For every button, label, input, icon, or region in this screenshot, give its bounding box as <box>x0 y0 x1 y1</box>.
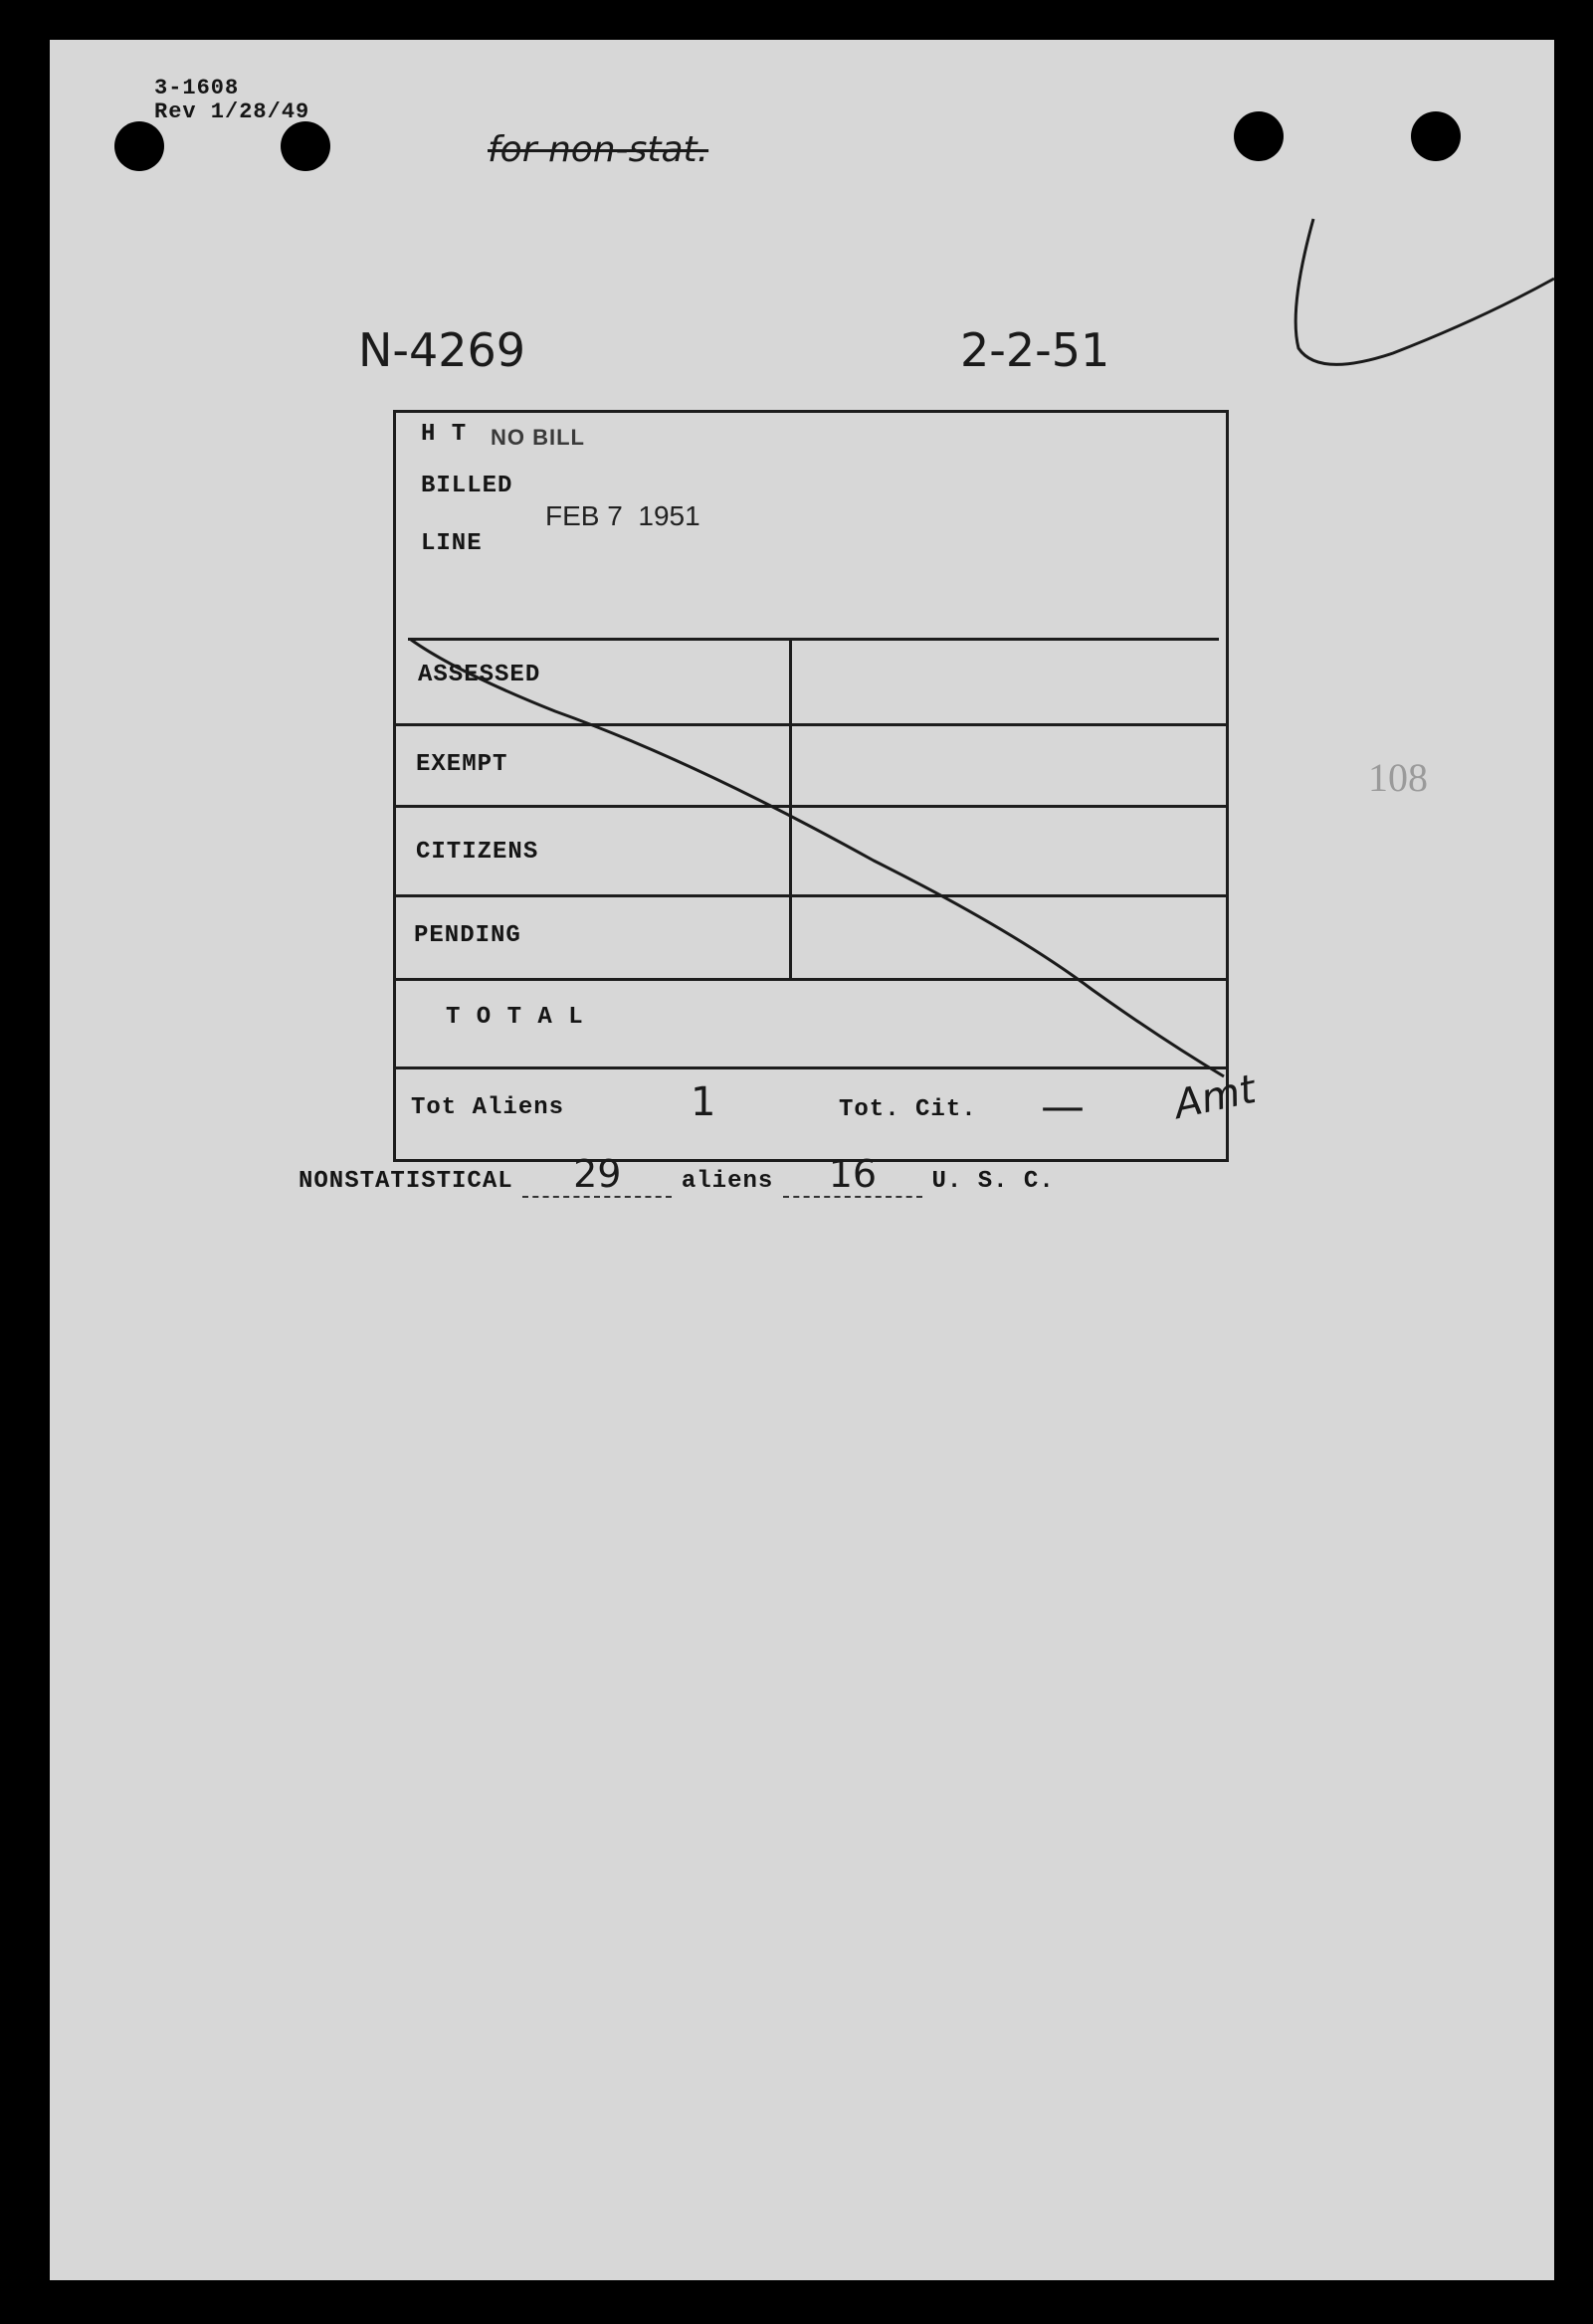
nonstat-label: NONSTATISTICAL <box>299 1168 513 1195</box>
nonstat-line <box>299 1152 1055 1198</box>
tot-cit-value: — <box>1041 1081 1085 1132</box>
form-number: 3-1608 <box>154 76 240 100</box>
nonstat-usc-label: U. S. C. <box>931 1168 1055 1195</box>
punch-hole <box>1411 111 1461 161</box>
row-label-exempt: EXEMPT <box>416 751 508 778</box>
billed-label: BILLED <box>421 473 513 499</box>
billed-stamp: FEB 7 1951 <box>545 500 700 531</box>
nonstat-usc-blank <box>783 1152 922 1198</box>
row-label-pending: PENDING <box>414 922 521 949</box>
file-number: N-4269 <box>358 323 526 377</box>
nonstat-aliens-label: aliens <box>681 1168 774 1195</box>
cancel-stroke <box>396 413 1232 1165</box>
punch-hole <box>281 121 330 171</box>
nonstat-usc-count: 16 <box>828 1152 878 1196</box>
struck-note <box>488 129 708 170</box>
tot-aliens-label: Tot Aliens <box>411 1094 565 1121</box>
line-label: LINE <box>421 530 483 557</box>
nonstat-aliens-blank <box>522 1152 672 1198</box>
tot-cit-label: Tot. Cit. <box>839 1096 977 1123</box>
row-label-assessed: ASSESSED <box>418 662 541 688</box>
no-bill-stamp: NO BILL <box>491 425 585 450</box>
tot-aliens-value: 1 <box>691 1079 716 1125</box>
document-page <box>50 40 1554 2280</box>
struck-note-text: for non-stat. <box>488 129 709 170</box>
punch-hole <box>114 121 164 171</box>
punch-hole <box>1234 111 1284 161</box>
record-date: 2-2-51 <box>960 323 1110 377</box>
initials: Amt <box>1170 1065 1260 1129</box>
check-mark-icon <box>1244 179 1562 418</box>
total-label: T O T A L <box>446 1004 584 1031</box>
nonstat-aliens-count: 29 <box>573 1152 622 1196</box>
form-revision: Rev 1/28/49 <box>154 99 310 124</box>
margin-number: 108 <box>1368 755 1428 800</box>
stats-table <box>393 410 1229 1162</box>
ht-label: H T <box>421 421 468 448</box>
row-label-citizens: CITIZENS <box>416 839 539 866</box>
